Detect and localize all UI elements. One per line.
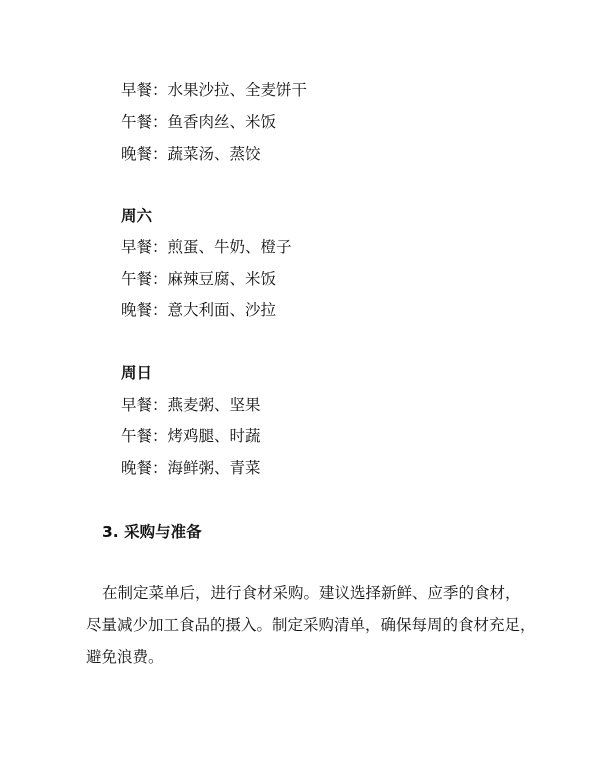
- saturday-breakfast: 早餐：煎蛋、牛奶、橙子: [121, 238, 292, 256]
- paragraph-line-2: 尽量减少加工食品的摄入。制定采购清单，确保每周的食材充足，: [86, 616, 536, 634]
- paragraph-line-3: 避免浪费。: [86, 648, 164, 666]
- friday-lunch: 午餐：鱼香肉丝、米饭: [121, 113, 277, 131]
- saturday-lunch: 午餐：麻辣豆腐、米饭: [121, 270, 277, 288]
- friday-dinner: 晚餐：蔬菜汤、蒸饺: [121, 145, 261, 163]
- sunday-lunch: 午餐：烤鸡腿、时蔬: [121, 427, 261, 445]
- sunday-heading: 周日: [121, 364, 153, 382]
- sunday-breakfast: 早餐：燕麦粥、坚果: [121, 396, 261, 414]
- section-3-heading: 3. 采购与准备: [102, 523, 202, 541]
- saturday-dinner: 晚餐：意大利面、沙拉: [121, 301, 277, 319]
- paragraph-line-1: 在制定菜单后，进行食材采购。建议选择新鲜、应季的食材，: [102, 584, 521, 602]
- saturday-heading: 周六: [121, 207, 153, 225]
- sunday-dinner: 晚餐：海鲜粥、青菜: [121, 459, 261, 477]
- friday-breakfast: 早餐：水果沙拉、全麦饼干: [121, 81, 308, 99]
